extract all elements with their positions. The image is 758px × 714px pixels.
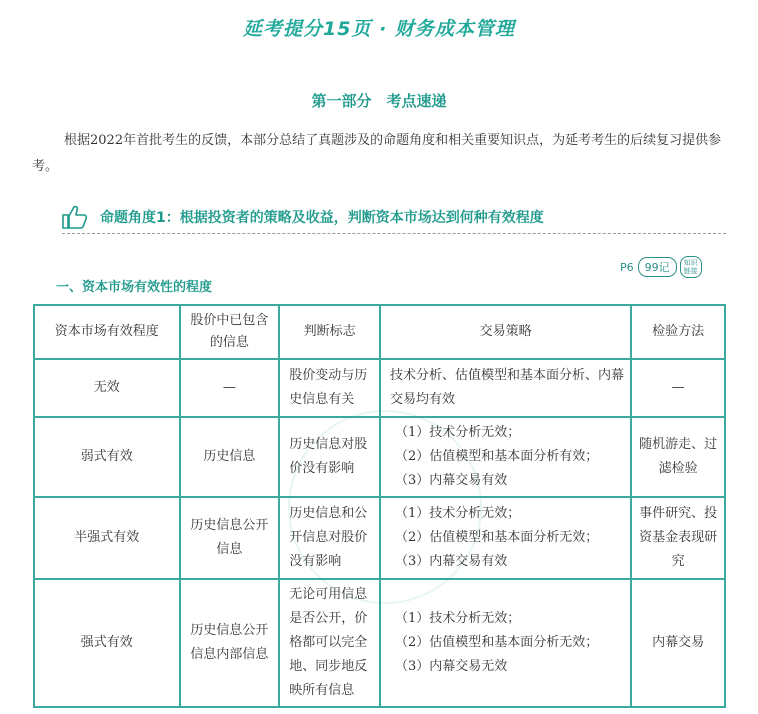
table-header — [279, 305, 380, 359]
reference-tag[interactable] — [620, 257, 702, 277]
strategy-line: （1）技术分析无效； — [394, 611, 521, 626]
info-cell: — — [180, 359, 280, 417]
method-cell: 内幕交易 — [631, 579, 725, 707]
divider — [62, 233, 726, 234]
strategy-line: 技术分析、估值模型和基本面分析、内幕交易均有效 — [389, 368, 624, 407]
strategy-line: （2）估值模型和基本面分析无效； — [394, 530, 599, 545]
header-cell: 判断标志 — [303, 324, 356, 339]
strategy-line: （1）技术分析无效； — [394, 425, 521, 440]
reference-book: 99记 — [638, 257, 677, 277]
table-row — [34, 359, 725, 417]
strategy-cell — [380, 417, 631, 497]
market-efficiency-table — [33, 304, 726, 708]
info-cell: 历史信息 — [180, 417, 280, 497]
sign-cell: 历史信息和公开信息对股价没有影响 — [279, 497, 380, 579]
strategy-line: （3）内幕交易有效 — [394, 554, 508, 569]
reference-page: P6 — [620, 260, 634, 274]
strategy-line: （3）内幕交易有效 — [394, 473, 508, 488]
method-cell: 随机游走、过滤检验 — [631, 417, 725, 497]
header-cell: 检验方法 — [652, 324, 705, 339]
level-cell: 强式有效 — [34, 579, 180, 707]
info-cell: 历史信息公开信息内部信息 — [180, 579, 280, 707]
header-cell: 资本市场有效程度 — [54, 324, 159, 339]
thumbs-up-icon — [62, 205, 88, 229]
strategy-cell — [380, 497, 631, 579]
strategy-line: （1）技术分析无效； — [394, 506, 521, 521]
question-angle-heading — [62, 203, 544, 231]
page-title: 延考提分15页 · 财务成本管理 — [243, 18, 515, 40]
strategy-cell — [380, 359, 631, 417]
strategy-line: （2）估值模型和基本面分析无效； — [394, 635, 599, 650]
sign-cell: 股价变动与历史信息有关 — [279, 359, 380, 417]
header-cell: 股价中已包含的信息 — [190, 313, 269, 350]
sign-cell: 无论可用信息是否公开，价格都可以完全地、同步地反映所有信息 — [279, 579, 380, 707]
level-cell: 弱式有效 — [34, 417, 180, 497]
table-header — [180, 305, 280, 359]
knowledge-link[interactable]: 知识 链接 — [680, 256, 702, 278]
sign-cell: 历史信息对股价没有影响 — [279, 417, 380, 497]
table-header-row — [34, 305, 725, 359]
table-header — [34, 305, 180, 359]
table-row — [34, 579, 725, 707]
table-row — [34, 497, 725, 579]
level-cell: 无效 — [34, 359, 180, 417]
strategy-line: （3）内幕交易无效 — [394, 659, 508, 674]
table-header — [380, 305, 631, 359]
strategy-line: （2）估值模型和基本面分析有效； — [394, 449, 599, 464]
info-cell: 历史信息公开信息 — [180, 497, 280, 579]
table-header — [631, 305, 725, 359]
method-cell: 事件研究、投资基金表现研究 — [631, 497, 725, 579]
level-cell: 半强式有效 — [34, 497, 180, 579]
question-angle-text: 命题角度1：根据投资者的策略及收益，判断资本市场达到何种有效程度 — [100, 210, 544, 226]
intro-paragraph: 根据2022年首批考生的反馈，本部分总结了真题涉及的命题角度和相关重要知识点，为延考考生的后续复习提供参考。 — [32, 133, 722, 174]
table-row — [34, 417, 725, 497]
method-cell: — — [631, 359, 725, 417]
section-title: 一、资本市场有效性的程度 — [56, 280, 213, 295]
header-cell: 交易策略 — [479, 324, 532, 339]
part-title: 第一部分 考点速递 — [311, 92, 447, 110]
strategy-cell — [380, 579, 631, 707]
